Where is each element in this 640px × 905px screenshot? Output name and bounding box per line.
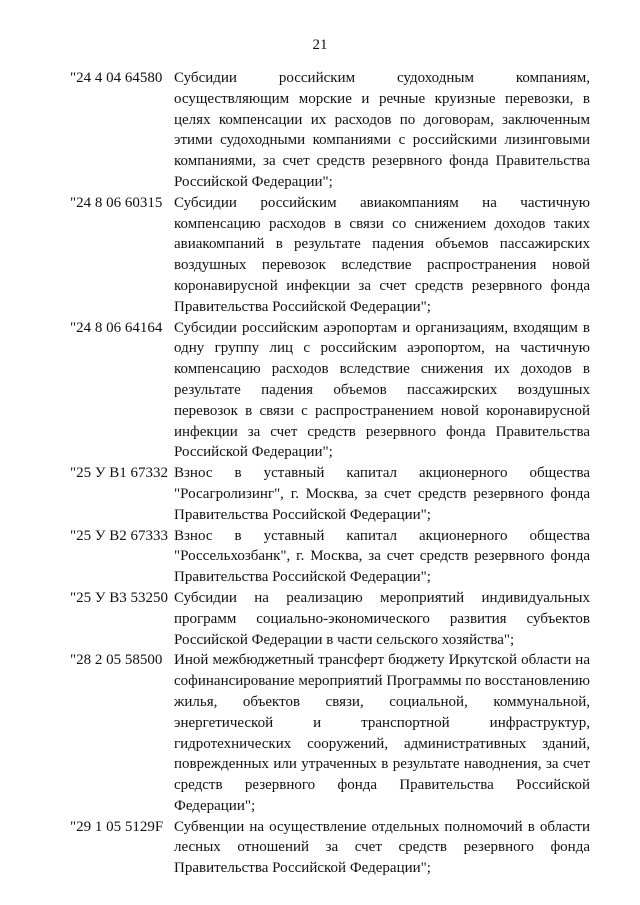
page-number: 21: [312, 37, 328, 53]
list-item: [70, 650, 590, 816]
budget-description: Субвенции на осуществление отдельных полномочий в области лесных отношений за счет средств резервного фонда Правительства Российской Федерации";: [174, 818, 590, 877]
budget-description: Субсидии российским судоходным компаниям, осуществляющим морские и речные круизные перевозки, в целях компенсации их расходов по договорам, заключенным этими судоходными компаниями с российскими лизинговыми компаниями, за счет средств резервного фонда Правительства Российской Федерации";: [174, 70, 590, 190]
budget-description: Иной межбюджетный трансферт бюджету Иркутской области на софинансирование мероприятий Программы по восстановлению жилья, объектов связи, социальной, коммунальной, энергетической и транспортной инфраструктур, гидротехнических сооружений, административных зданий, поврежденных или утраченных в результате наводнения, за счет средств резервного фонда Правительства Российской Федерации";: [174, 652, 590, 814]
budget-code: "25 У В1 67332: [70, 465, 168, 482]
budget-code: "25 У В3 53250: [70, 589, 168, 606]
budget-code: "24 4 04 64580: [70, 70, 163, 86]
list-item: [70, 588, 590, 650]
budget-description: Субсидии на реализацию мероприятий индивидуальных программ социально-экономического развития субъектов Российской Федерации в части сельского хозяйства";: [174, 589, 590, 648]
list-item: [70, 193, 590, 318]
list-item: [70, 463, 590, 525]
list-item: [70, 318, 590, 464]
list-item: [70, 526, 590, 588]
budget-code: "29 1 05 5129F: [70, 818, 164, 835]
budget-description: Взнос в уставный капитал акционерного общества "Росагролизинг", г. Москва, за счет средств резервного фонда Правительства Российской Федерации";: [174, 465, 590, 523]
list-item: [70, 817, 590, 879]
budget-description: Субсидии российским аэропортам и организациям, входящим в одну группу лиц с российским аэропортом, на частичную компенсацию расходов вследствие снижения их доходов в результате падения объемов пассажирских воздушных перевозок в связи с распространением новой коронавирусной инфекции за счет средств резервного фонда Правительства Российской Федерации";: [174, 319, 590, 461]
budget-code: "28 2 05 58500: [70, 652, 163, 669]
budget-description: Субсидии российским авиакомпаниям на частичную компенсацию расходов в связи со снижением доходов таких авиакомпаний в результате падения объемов пассажирских воздушных перевозок вследствие распространения новой коронавирусной инфекции за счет средств резервного фонда Правительства Российской Федерации";: [174, 194, 590, 315]
budget-code: "24 8 06 64164: [70, 319, 163, 336]
list-item: [70, 68, 590, 193]
budget-code: "25 У В2 67333: [70, 527, 168, 544]
budget-code: "24 8 06 60315: [70, 194, 163, 211]
budget-description: Взнос в уставный капитал акционерного общества "Россельхозбанк", г. Москва, за счет средств резервного фонда Правительства Российской Федерации";: [174, 527, 590, 586]
budget-code-list: [70, 68, 590, 879]
